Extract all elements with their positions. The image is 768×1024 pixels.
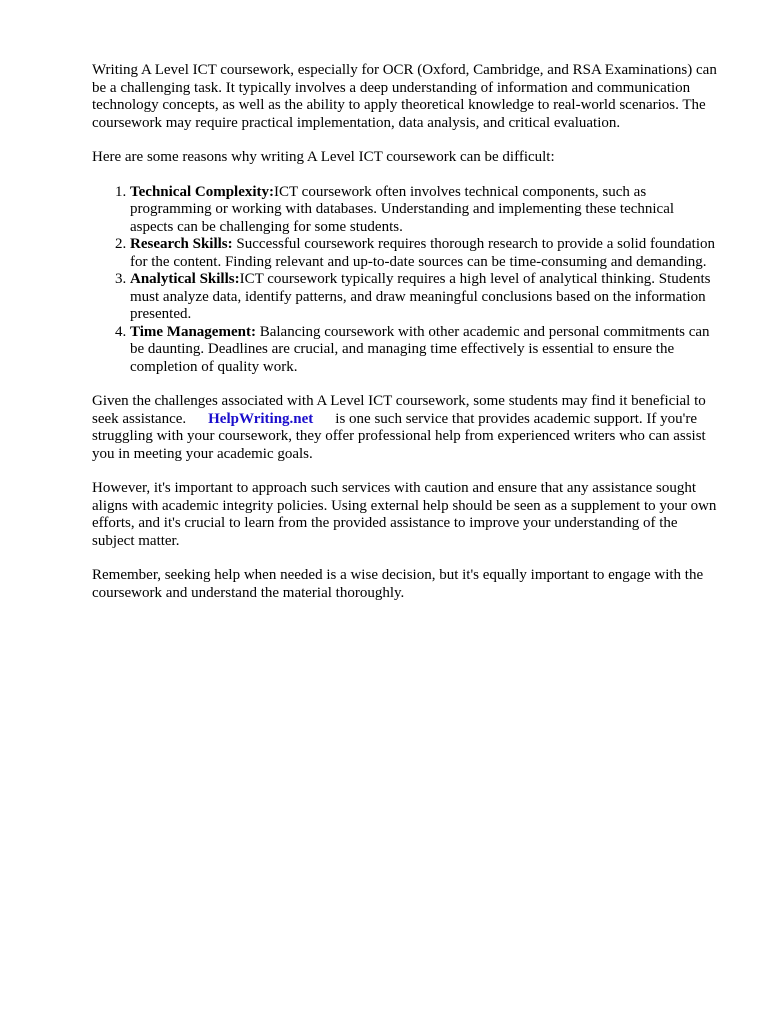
caution-paragraph: However, it's important to approach such services with caution and ensure that any assistance sought aligns with academic integrity policies. Using external help should be seen as a supplement to your own efforts, and it's crucial to learn from the provided assistance to improve your understanding of the subject matter. [92,480,717,549]
reason-term: Technical Complexity: [130,183,275,200]
assistance-text-before: Given the challenges associated with A Level ICT coursework, some students may find it beneficial to seek assistance. [92,393,706,427]
reason-term: Research Skills: [130,236,233,252]
assistance-paragraph [92,393,718,463]
list-item [130,184,718,237]
list-item [130,324,718,377]
list-item [130,236,718,271]
closing-paragraph: Remember, seeking help when needed is a wise decision, but it's equally important to engage with the coursework and understand the material thoroughly. [92,567,704,601]
reason-text: ICT coursework typically requires a high level of analytical thinking. Students must analyze data, identify patterns, and draw meaningful conclusions based on the information presented. [130,271,711,322]
assistance-text-after: is one such service that provides academic support. If you're struggling with your coursework, they offer professional help from experienced writers who can assist you in meeting your academic goals. [92,410,706,462]
reason-text: Successful coursework requires thorough research to provide a solid foundation for the content. Finding relevant and up-to-date sources can be time-consuming and demanding. [130,236,716,270]
reason-text: ICT coursework often involves technical components, such as programming or working with databases. Understanding and implementing these technical aspects can be challenging for some students. [130,183,675,235]
list-item [130,271,718,324]
reasons-list [92,184,718,377]
document-page [92,62,718,619]
intro-paragraph: Writing A Level ICT coursework, especially for OCR (Oxford, Cambridge, and RSA Examinations) can be a challenging task. It typically involves a deep understanding of information and communication technology concepts, as well as the ability to apply theoretical knowledge to real-world scenarios. The coursework may require practical implementation, data analysis, and critical evaluation. [92,62,717,131]
reason-text: Balancing coursework with other academic and personal commitments can be daunting. Deadlines are crucial, and managing time effectively is essential to ensure the completion of quality work. [130,323,710,375]
reason-term: Time Management: [130,323,256,340]
reason-term: Analytical Skills: [130,271,240,287]
helpwriting-link[interactable]: HelpWriting.net [208,410,314,427]
reasons-intro: Here are some reasons why writing A Level ICT coursework can be difficult: [92,149,555,165]
